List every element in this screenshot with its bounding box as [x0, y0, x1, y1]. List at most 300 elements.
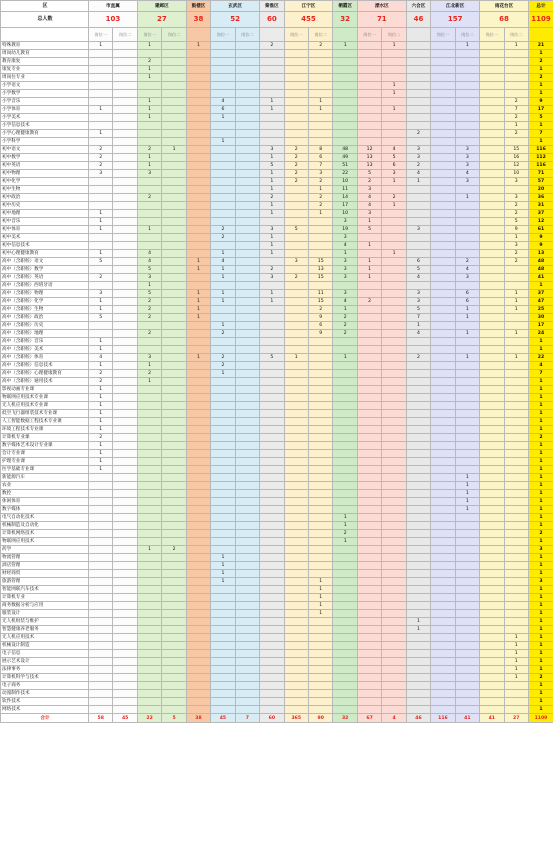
count-cell [260, 442, 284, 450]
count-cell [137, 418, 161, 426]
count-cell [308, 242, 332, 250]
count-cell: 1 [260, 298, 284, 306]
count-cell [382, 354, 406, 362]
position-label: 岗位二 [382, 28, 406, 42]
subject-label: 教育康复 [1, 58, 89, 66]
count-cell [235, 626, 259, 634]
count-cell [455, 698, 479, 706]
count-cell [480, 602, 504, 610]
count-cell [455, 586, 479, 594]
count-cell [235, 130, 259, 138]
count-cell: 1 [89, 226, 113, 234]
row-total: 2 [528, 434, 553, 442]
count-cell: 1 [308, 610, 332, 618]
count-cell [480, 346, 504, 354]
count-cell [333, 66, 357, 74]
count-cell [382, 434, 406, 442]
count-cell [260, 530, 284, 538]
count-cell: 3 [406, 290, 430, 298]
count-cell: 11 [308, 290, 332, 298]
count-cell [137, 602, 161, 610]
count-cell [162, 506, 186, 514]
count-cell [406, 434, 430, 442]
count-cell: 1 [89, 442, 113, 450]
count-cell [504, 570, 528, 578]
count-cell [186, 586, 210, 594]
count-cell [162, 226, 186, 234]
count-cell [480, 122, 504, 130]
count-cell [333, 114, 357, 122]
count-cell [406, 370, 430, 378]
count-cell [89, 122, 113, 130]
count-cell [186, 98, 210, 106]
count-cell [260, 378, 284, 386]
count-cell: 1 [89, 250, 113, 258]
count-cell [162, 346, 186, 354]
count-cell [113, 658, 137, 666]
count-cell: 4 [333, 298, 357, 306]
count-cell [260, 490, 284, 498]
count-cell [480, 274, 504, 282]
count-cell [235, 154, 259, 162]
count-cell [504, 482, 528, 490]
count-cell: 1 [455, 490, 479, 498]
count-cell [211, 458, 235, 466]
count-cell: 15 [308, 258, 332, 266]
count-cell: 1 [357, 242, 381, 250]
count-cell [357, 394, 381, 402]
count-cell [431, 42, 455, 50]
count-cell [431, 610, 455, 618]
count-cell [186, 466, 210, 474]
count-cell [431, 578, 455, 586]
count-cell [480, 642, 504, 650]
row-total: 1 [528, 394, 553, 402]
count-cell [431, 554, 455, 562]
count-cell [113, 322, 137, 330]
count-cell [480, 82, 504, 90]
count-cell [89, 74, 113, 82]
count-cell: 2 [137, 370, 161, 378]
count-cell: 5 [504, 218, 528, 226]
count-cell [455, 562, 479, 570]
count-cell [431, 530, 455, 538]
count-cell [235, 562, 259, 570]
position-label: 岗位一 [211, 28, 235, 42]
count-cell: 1 [186, 298, 210, 306]
count-cell [308, 234, 332, 242]
count-cell [455, 578, 479, 586]
count-cell [137, 218, 161, 226]
count-cell [455, 394, 479, 402]
count-cell: 2 [333, 530, 357, 538]
count-cell [235, 274, 259, 282]
count-cell [504, 554, 528, 562]
table-row [1, 682, 553, 690]
count-cell [308, 50, 332, 58]
count-cell: 1 [137, 226, 161, 234]
count-cell [162, 666, 186, 674]
table-row [1, 394, 553, 402]
count-cell [137, 130, 161, 138]
count-cell: 3 [455, 274, 479, 282]
count-cell [89, 242, 113, 250]
count-cell [260, 218, 284, 226]
count-cell [455, 626, 479, 634]
count-cell [406, 90, 430, 98]
count-cell [504, 402, 528, 410]
table-row [1, 298, 553, 306]
count-cell [162, 626, 186, 634]
count-cell [504, 682, 528, 690]
count-cell [431, 402, 455, 410]
table-row [1, 642, 553, 650]
count-cell [235, 306, 259, 314]
table-cell [406, 28, 430, 42]
count-cell [431, 426, 455, 434]
count-cell: 3 [333, 266, 357, 274]
count-cell [480, 50, 504, 58]
count-cell [186, 506, 210, 514]
count-cell [406, 482, 430, 490]
count-cell [308, 706, 332, 714]
count-cell [186, 658, 210, 666]
count-cell [406, 450, 430, 458]
count-cell: 1 [137, 282, 161, 290]
count-cell [89, 626, 113, 634]
subject-label: 无人机组装与维护 [1, 618, 89, 626]
subject-label: 初中英语 [1, 162, 89, 170]
count-cell [308, 474, 332, 482]
count-cell [357, 586, 381, 594]
count-cell: 3 [406, 298, 430, 306]
count-cell [284, 58, 308, 66]
district-total: 52 [211, 12, 260, 28]
count-cell [260, 674, 284, 682]
count-cell [480, 58, 504, 66]
count-cell [406, 386, 430, 394]
count-cell [382, 258, 406, 266]
count-cell: 1 [382, 42, 406, 50]
count-cell [308, 426, 332, 434]
count-cell: 1 [186, 306, 210, 314]
count-cell [235, 482, 259, 490]
count-cell [235, 282, 259, 290]
count-cell [113, 418, 137, 426]
count-cell [333, 626, 357, 634]
count-cell [260, 498, 284, 506]
count-cell [357, 130, 381, 138]
count-cell [260, 362, 284, 370]
count-cell [137, 650, 161, 658]
count-cell: 1 [504, 650, 528, 658]
count-cell [431, 218, 455, 226]
count-cell [455, 98, 479, 106]
count-cell: 4 [406, 274, 430, 282]
row-total: 2 [528, 74, 553, 82]
position-subheader-row [1, 28, 553, 42]
count-cell [211, 442, 235, 450]
count-cell [382, 522, 406, 530]
table-row [1, 242, 553, 250]
table-row [1, 306, 553, 314]
count-cell [162, 402, 186, 410]
count-cell: 1 [382, 250, 406, 258]
count-cell [333, 458, 357, 466]
count-cell [308, 538, 332, 546]
subject-label: 高中（含职校）语文 [1, 258, 89, 266]
count-cell: 2 [308, 306, 332, 314]
count-cell [186, 538, 210, 546]
count-cell [382, 706, 406, 714]
count-cell [431, 618, 455, 626]
count-cell [308, 642, 332, 650]
count-cell [284, 218, 308, 226]
count-cell [480, 194, 504, 202]
count-cell [480, 298, 504, 306]
count-cell [235, 610, 259, 618]
count-cell [162, 530, 186, 538]
count-cell [235, 394, 259, 402]
count-cell [333, 370, 357, 378]
district-header: 雨花台区 [480, 1, 529, 12]
count-cell [504, 90, 528, 98]
count-cell: 48 [333, 146, 357, 154]
count-cell [357, 346, 381, 354]
count-cell [284, 418, 308, 426]
table-row [1, 658, 553, 666]
count-cell [137, 474, 161, 482]
count-cell [260, 258, 284, 266]
count-cell [382, 626, 406, 634]
count-cell: 1 [211, 250, 235, 258]
count-cell [431, 690, 455, 698]
count-cell [504, 66, 528, 74]
count-cell: 1 [89, 338, 113, 346]
count-cell [186, 490, 210, 498]
count-cell [260, 650, 284, 658]
count-cell [308, 650, 332, 658]
count-cell [455, 338, 479, 346]
count-cell [455, 242, 479, 250]
count-cell [113, 570, 137, 578]
count-cell [308, 682, 332, 690]
count-cell [480, 698, 504, 706]
count-cell: 1 [211, 114, 235, 122]
count-cell [137, 698, 161, 706]
count-cell [284, 658, 308, 666]
count-cell [113, 410, 137, 418]
count-cell [480, 450, 504, 458]
count-cell: 13 [357, 154, 381, 162]
count-cell [382, 698, 406, 706]
count-cell [431, 194, 455, 202]
count-cell [504, 386, 528, 394]
count-cell: 2 [89, 154, 113, 162]
row-total: 31 [528, 202, 553, 210]
count-cell: 2 [504, 130, 528, 138]
count-cell [284, 538, 308, 546]
count-cell [480, 626, 504, 634]
subject-label: 高中（含职校）信息技术 [1, 362, 89, 370]
count-cell [480, 554, 504, 562]
table-row [1, 218, 553, 226]
row-total: 1 [528, 490, 553, 498]
count-cell [260, 434, 284, 442]
count-cell: 1 [186, 42, 210, 50]
district-total: 103 [89, 12, 138, 28]
count-cell [211, 506, 235, 514]
count-cell: 3 [504, 194, 528, 202]
count-cell [357, 410, 381, 418]
count-cell [357, 50, 381, 58]
count-cell [284, 666, 308, 674]
count-cell [431, 458, 455, 466]
count-cell: 4 [137, 258, 161, 266]
count-cell [162, 610, 186, 618]
table-row [1, 258, 553, 266]
count-cell [504, 426, 528, 434]
count-cell [137, 434, 161, 442]
count-cell [406, 338, 430, 346]
row-total: 1 [528, 442, 553, 450]
count-cell [406, 514, 430, 522]
count-cell [211, 402, 235, 410]
count-cell [113, 442, 137, 450]
position-label: 岗位二 [308, 28, 332, 42]
count-cell [284, 642, 308, 650]
count-cell [137, 578, 161, 586]
count-cell [406, 690, 430, 698]
count-cell [113, 650, 137, 658]
count-cell [260, 370, 284, 378]
count-cell: 5 [260, 354, 284, 362]
count-cell: 2 [211, 330, 235, 338]
count-cell [382, 226, 406, 234]
row-total: 13 [528, 250, 553, 258]
count-cell [406, 58, 430, 66]
count-cell: 2 [89, 274, 113, 282]
count-cell [382, 466, 406, 474]
count-cell [382, 594, 406, 602]
subject-label: 小学语文 [1, 82, 89, 90]
subject-label: 电子商务 [1, 682, 89, 690]
count-cell [211, 482, 235, 490]
count-cell [260, 642, 284, 650]
count-cell [113, 466, 137, 474]
count-cell [235, 650, 259, 658]
count-cell [186, 346, 210, 354]
count-cell: 2 [137, 194, 161, 202]
count-cell [162, 42, 186, 50]
count-cell: 2 [284, 154, 308, 162]
subject-label: 高中（含职校）地理 [1, 330, 89, 338]
count-cell: 1 [211, 562, 235, 570]
count-cell [333, 546, 357, 554]
count-cell [308, 58, 332, 66]
count-cell [113, 250, 137, 258]
count-cell [480, 442, 504, 450]
count-cell [113, 138, 137, 146]
count-cell [186, 66, 210, 74]
count-cell [284, 98, 308, 106]
count-cell [504, 522, 528, 530]
count-cell [260, 50, 284, 58]
count-cell [431, 82, 455, 90]
count-cell [89, 642, 113, 650]
count-cell: 1 [260, 106, 284, 114]
count-cell: 1 [260, 250, 284, 258]
count-cell: 2 [137, 306, 161, 314]
count-cell: 3 [89, 290, 113, 298]
count-cell [455, 602, 479, 610]
count-cell [113, 546, 137, 554]
count-cell [406, 530, 430, 538]
count-cell: 2 [89, 434, 113, 442]
count-cell [406, 122, 430, 130]
table-row [1, 210, 553, 218]
table-row [1, 626, 553, 634]
count-cell: 2 [406, 130, 430, 138]
count-cell [211, 498, 235, 506]
count-cell [137, 402, 161, 410]
count-cell: 1 [89, 210, 113, 218]
count-cell [137, 394, 161, 402]
row-total: 37 [528, 290, 553, 298]
count-cell [260, 138, 284, 146]
table-row [1, 154, 553, 162]
count-cell [162, 170, 186, 178]
count-cell [406, 42, 430, 50]
subject-label: 初中历史 [1, 202, 89, 210]
table-row [1, 578, 553, 586]
count-cell [333, 338, 357, 346]
subject-label: 数字媒体艺术设计专业课 [1, 442, 89, 450]
district-total: 71 [357, 12, 406, 28]
count-cell: 6 [455, 290, 479, 298]
count-cell [113, 290, 137, 298]
count-cell [186, 234, 210, 242]
count-cell [333, 682, 357, 690]
subject-label: 周岗住专业 [1, 74, 89, 82]
table-row [1, 282, 553, 290]
count-cell: 16 [504, 154, 528, 162]
count-cell: 15 [308, 274, 332, 282]
count-cell [162, 138, 186, 146]
count-cell [113, 402, 137, 410]
count-cell [455, 226, 479, 234]
count-cell: 3 [333, 274, 357, 282]
count-cell [211, 690, 235, 698]
count-cell [406, 490, 430, 498]
count-cell [480, 658, 504, 666]
count-cell [455, 122, 479, 130]
count-cell [137, 410, 161, 418]
count-cell [284, 514, 308, 522]
grand-total: 1109 [528, 12, 553, 28]
footer-cell: 67 [357, 714, 381, 723]
count-cell [211, 706, 235, 714]
count-cell: 1 [406, 322, 430, 330]
count-cell: 1 [406, 626, 430, 634]
count-cell [357, 546, 381, 554]
count-cell [333, 74, 357, 82]
count-cell [431, 122, 455, 130]
row-total: 36 [528, 194, 553, 202]
count-cell [162, 458, 186, 466]
row-total: 20 [528, 186, 553, 194]
count-cell [235, 474, 259, 482]
